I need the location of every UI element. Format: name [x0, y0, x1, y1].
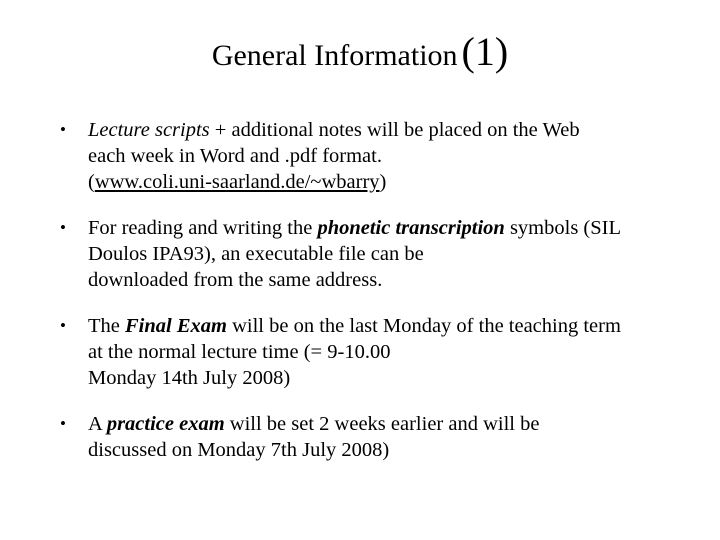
line-text: + additional notes will be placed on the Web	[209, 119, 580, 141]
emphasis-practice-exam: practice exam	[106, 413, 225, 435]
line-text: A	[88, 413, 107, 435]
bullet-line: downloaded from the same address.	[88, 269, 383, 291]
paren-close: )	[379, 171, 387, 193]
line-text: will be set 2 weeks earlier and will be	[224, 413, 540, 435]
title-text: General Information	[211, 39, 458, 72]
bullet-line	[88, 215, 716, 241]
bullet-phonetic-transcription	[60, 215, 716, 293]
bullet-dot: •	[60, 414, 66, 433]
emphasis-phonetic-transcription: phonetic transcription	[317, 217, 505, 239]
bullet-line	[88, 411, 716, 437]
website-link[interactable]: www.coli.uni-saarland.de/~wbarry	[94, 171, 380, 193]
bullet-line: each week in Word and .pdf format.	[88, 145, 382, 167]
emphasis-final-exam: Final Exam	[125, 315, 227, 337]
bullet-lecture-scripts	[60, 117, 716, 195]
bullet-list	[60, 117, 716, 483]
bullet-line: discussed on Monday 7th July 2008)	[88, 439, 390, 461]
bullet-line	[88, 117, 716, 143]
bullet-line	[88, 313, 716, 339]
bullet-practice-exam	[60, 411, 716, 463]
bullet-final-exam	[60, 313, 716, 391]
bullet-dot: •	[60, 316, 66, 335]
line-text: The	[88, 315, 125, 337]
title-number: (1)	[461, 29, 509, 74]
slide-title	[0, 29, 720, 74]
line-text: will be on the last Monday of the teaching term	[226, 315, 621, 337]
emphasis-lecture-scripts: Lecture scripts	[88, 119, 210, 141]
bullet-dot: •	[60, 218, 66, 237]
line-text: For reading and writing the	[88, 217, 318, 239]
bullet-line: Monday 14th July 2008)	[88, 367, 291, 389]
bullet-line: at the normal lecture time (= 9-10.00	[88, 341, 391, 363]
line-text: symbols (SIL	[504, 217, 622, 239]
bullet-line	[88, 169, 716, 195]
bullet-line: Doulos IPA93), an executable file can be	[88, 243, 424, 265]
bullet-dot: •	[60, 120, 66, 139]
paren-open: (	[88, 171, 95, 193]
